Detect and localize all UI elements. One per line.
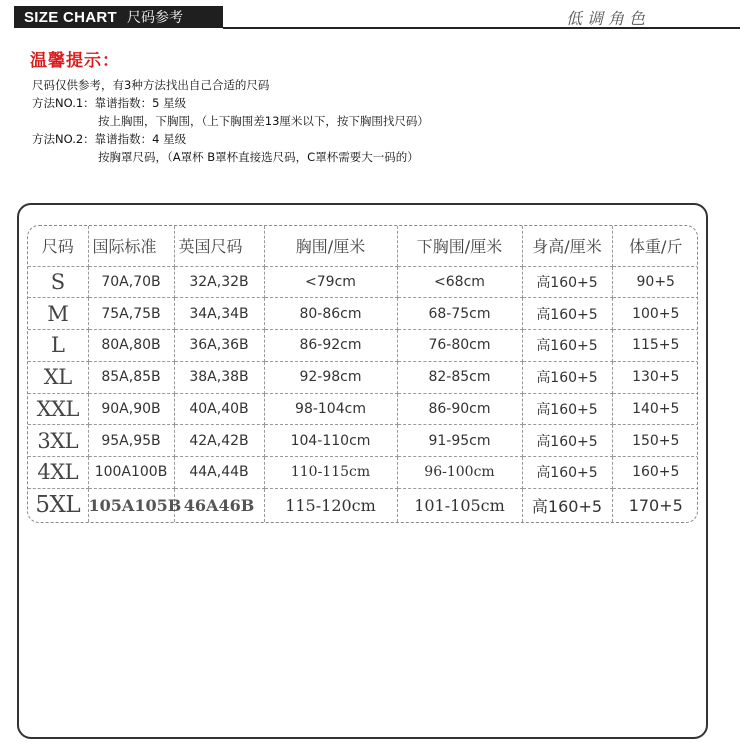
cell-bust: 104-110cm — [264, 425, 397, 457]
cell-size: XL — [28, 361, 88, 393]
size-table-frame — [27, 225, 698, 523]
tips-title: 温馨提示： — [30, 51, 120, 71]
cell-weight: 140+5 — [612, 393, 698, 425]
cell-intl: 105A105B — [88, 488, 174, 522]
cell-size: L — [28, 330, 88, 362]
cell-underbust: 86-90cm — [397, 393, 522, 425]
cell-bust: 98-104cm — [264, 393, 397, 425]
cell-bust: 110-115cm — [264, 457, 397, 489]
cell-uk: 36A,36B — [174, 330, 264, 362]
tips-line: 按胸罩尺码，（A罩杯 B罩杯直接选尺码，C罩杯需要大一码的） — [98, 150, 419, 164]
cell-intl: 90A,90B — [88, 393, 174, 425]
cell-intl: 70A,70B — [88, 266, 174, 298]
cell-uk: 32A,32B — [174, 266, 264, 298]
cell-size: 3XL — [28, 425, 88, 457]
cell-weight: 115+5 — [612, 330, 698, 362]
tips-line: 按上胸围，下胸围，（上下胸围差13厘米以下，按下胸围找尺码） — [98, 114, 429, 128]
cell-weight: 160+5 — [612, 457, 698, 489]
cell-size: M — [28, 298, 88, 330]
cell-intl: 100A100B — [88, 457, 174, 489]
cell-height: 高160+5 — [522, 266, 612, 298]
cell-underbust: 68-75cm — [397, 298, 522, 330]
cell-uk: 40A,40B — [174, 393, 264, 425]
cell-size: 5XL — [28, 488, 88, 522]
cell-height: 高160+5 — [522, 425, 612, 457]
table-row — [28, 298, 698, 330]
tips-line: 方法NO.1：靠谱指数：5 星级 — [32, 96, 187, 110]
cell-weight: 150+5 — [612, 425, 698, 457]
cell-size: S — [28, 266, 88, 298]
table-row — [28, 457, 698, 489]
cell-underbust: 76-80cm — [397, 330, 522, 362]
cell-uk: 42A,42B — [174, 425, 264, 457]
header-title-zh: 尺码参考 — [127, 10, 183, 26]
cell-bust: 115-120cm — [264, 488, 397, 522]
cell-height: 高160+5 — [522, 361, 612, 393]
cell-height: 高160+5 — [522, 330, 612, 362]
col-header-uk: 英国尺码 — [174, 226, 264, 266]
table-row — [28, 425, 698, 457]
cell-height: 高160+5 — [522, 393, 612, 425]
size-table — [28, 226, 698, 522]
cell-bust: 80-86cm — [264, 298, 397, 330]
cell-height: 高160+5 — [522, 488, 612, 522]
col-header-underbust: 下胸围/厘米 — [397, 226, 522, 266]
tips-line: 尺码仅供参考，有3种方法找出自己合适的尺码 — [32, 78, 270, 92]
cell-uk: 38A,38B — [174, 361, 264, 393]
cell-underbust: <68cm — [397, 266, 522, 298]
cell-underbust: 96-100cm — [397, 457, 522, 489]
table-row — [28, 361, 698, 393]
cell-bust: 86-92cm — [264, 330, 397, 362]
cell-weight: 100+5 — [612, 298, 698, 330]
brand-logo: 低调角色 — [566, 9, 651, 28]
cell-size: 4XL — [28, 457, 88, 489]
table-row — [28, 330, 698, 362]
cell-weight: 130+5 — [612, 361, 698, 393]
header-divider — [223, 27, 740, 29]
cell-height: 高160+5 — [522, 457, 612, 489]
cell-intl: 85A,85B — [88, 361, 174, 393]
table-row — [28, 266, 698, 298]
col-header-bust: 胸围/厘米 — [264, 226, 397, 266]
cell-uk: 46A46B — [174, 488, 264, 522]
cell-size: XXL — [28, 393, 88, 425]
table-row — [28, 393, 698, 425]
cell-bust: <79cm — [264, 266, 397, 298]
cell-intl: 75A,75B — [88, 298, 174, 330]
cell-weight: 170+5 — [612, 488, 698, 522]
tips-line: 方法NO.2：靠谱指数：4 星级 — [32, 132, 187, 146]
cell-underbust: 91-95cm — [397, 425, 522, 457]
table-header-row — [28, 226, 698, 266]
cell-height: 高160+5 — [522, 298, 612, 330]
cell-weight: 90+5 — [612, 266, 698, 298]
cell-uk: 44A,44B — [174, 457, 264, 489]
tips-text — [32, 76, 429, 166]
cell-underbust: 82-85cm — [397, 361, 522, 393]
col-header-intl: 国际标准 — [88, 226, 174, 266]
cell-intl: 80A,80B — [88, 330, 174, 362]
col-header-height: 身高/厘米 — [522, 226, 612, 266]
cell-underbust: 101-105cm — [397, 488, 522, 522]
header-title-en: SIZE CHART — [24, 8, 117, 26]
size-chart-header — [14, 6, 223, 28]
col-header-weight: 体重/斤 — [612, 226, 698, 266]
cell-uk: 34A,34B — [174, 298, 264, 330]
table-row — [28, 488, 698, 522]
cell-bust: 92-98cm — [264, 361, 397, 393]
col-header-size: 尺码 — [28, 226, 88, 266]
cell-intl: 95A,95B — [88, 425, 174, 457]
